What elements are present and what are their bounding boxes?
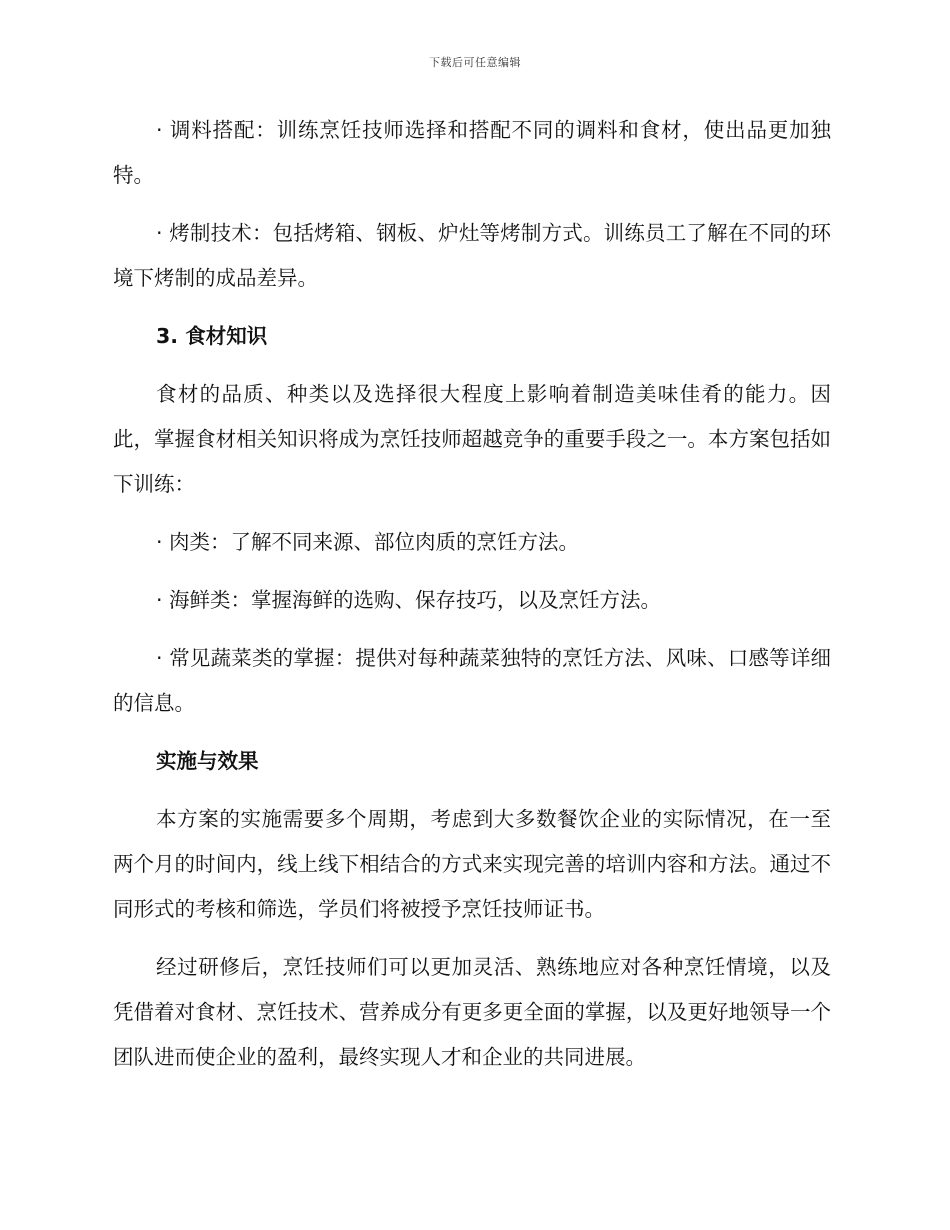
header-note: 下载后可任意编辑 [429,56,521,69]
paragraph-effect: 经过研修后，烹饪技师们可以更加灵活、熟练地应对各种烹饪情境，以及凭借着对食材、烹饪技术、营养成分有更多更全面的掌握，以及更好地领导一个团队进而使企业的盈利，最终实现人才和企业的共同进展。 [113,955,831,1069]
section-heading-implementation: 实施与效果 [156,749,259,773]
bullet-meat: · 肉类：了解不同来源、部位肉质的烹饪方法。 [156,530,580,554]
bullet-seafood: · 海鲜类：掌握海鲜的选购、保存技巧，以及烹饪方法。 [156,588,662,612]
section-heading-ingredients: 3. 食材知识 [156,324,268,348]
bullet-roasting: · 烤制技术：包括烤箱、钢板、炉灶等烤制方式。训练员工了解在不同的环境下烤制的成品差异。 [113,221,831,290]
bullet-vegetables: · 常见蔬菜类的掌握：提供对每种蔬菜独特的烹饪方法、风味、口感等详细的信息。 [113,646,831,715]
paragraph-implementation: 本方案的实施需要多个周期，考虑到大多数餐饮企业的实际情况，在一至两个月的时间内，线上线下相结合的方式来实现完善的培训内容和方法。通过不同形式的考核和筛选，学员们将被授予烹饪技师证书。 [113,807,831,921]
bullet-seasoning: · 调料搭配：训练烹饪技师选择和搭配不同的调料和食材，使出品更加独特。 [113,118,831,187]
document-body [113,108,831,1093]
paragraph-ingredients-intro: 食材的品质、种类以及选择很大程度上影响着制造美味佳肴的能力。因此，掌握食材相关知识将成为烹饪技师超越竞争的重要手段之一。本方案包括如下训练： [113,382,831,496]
